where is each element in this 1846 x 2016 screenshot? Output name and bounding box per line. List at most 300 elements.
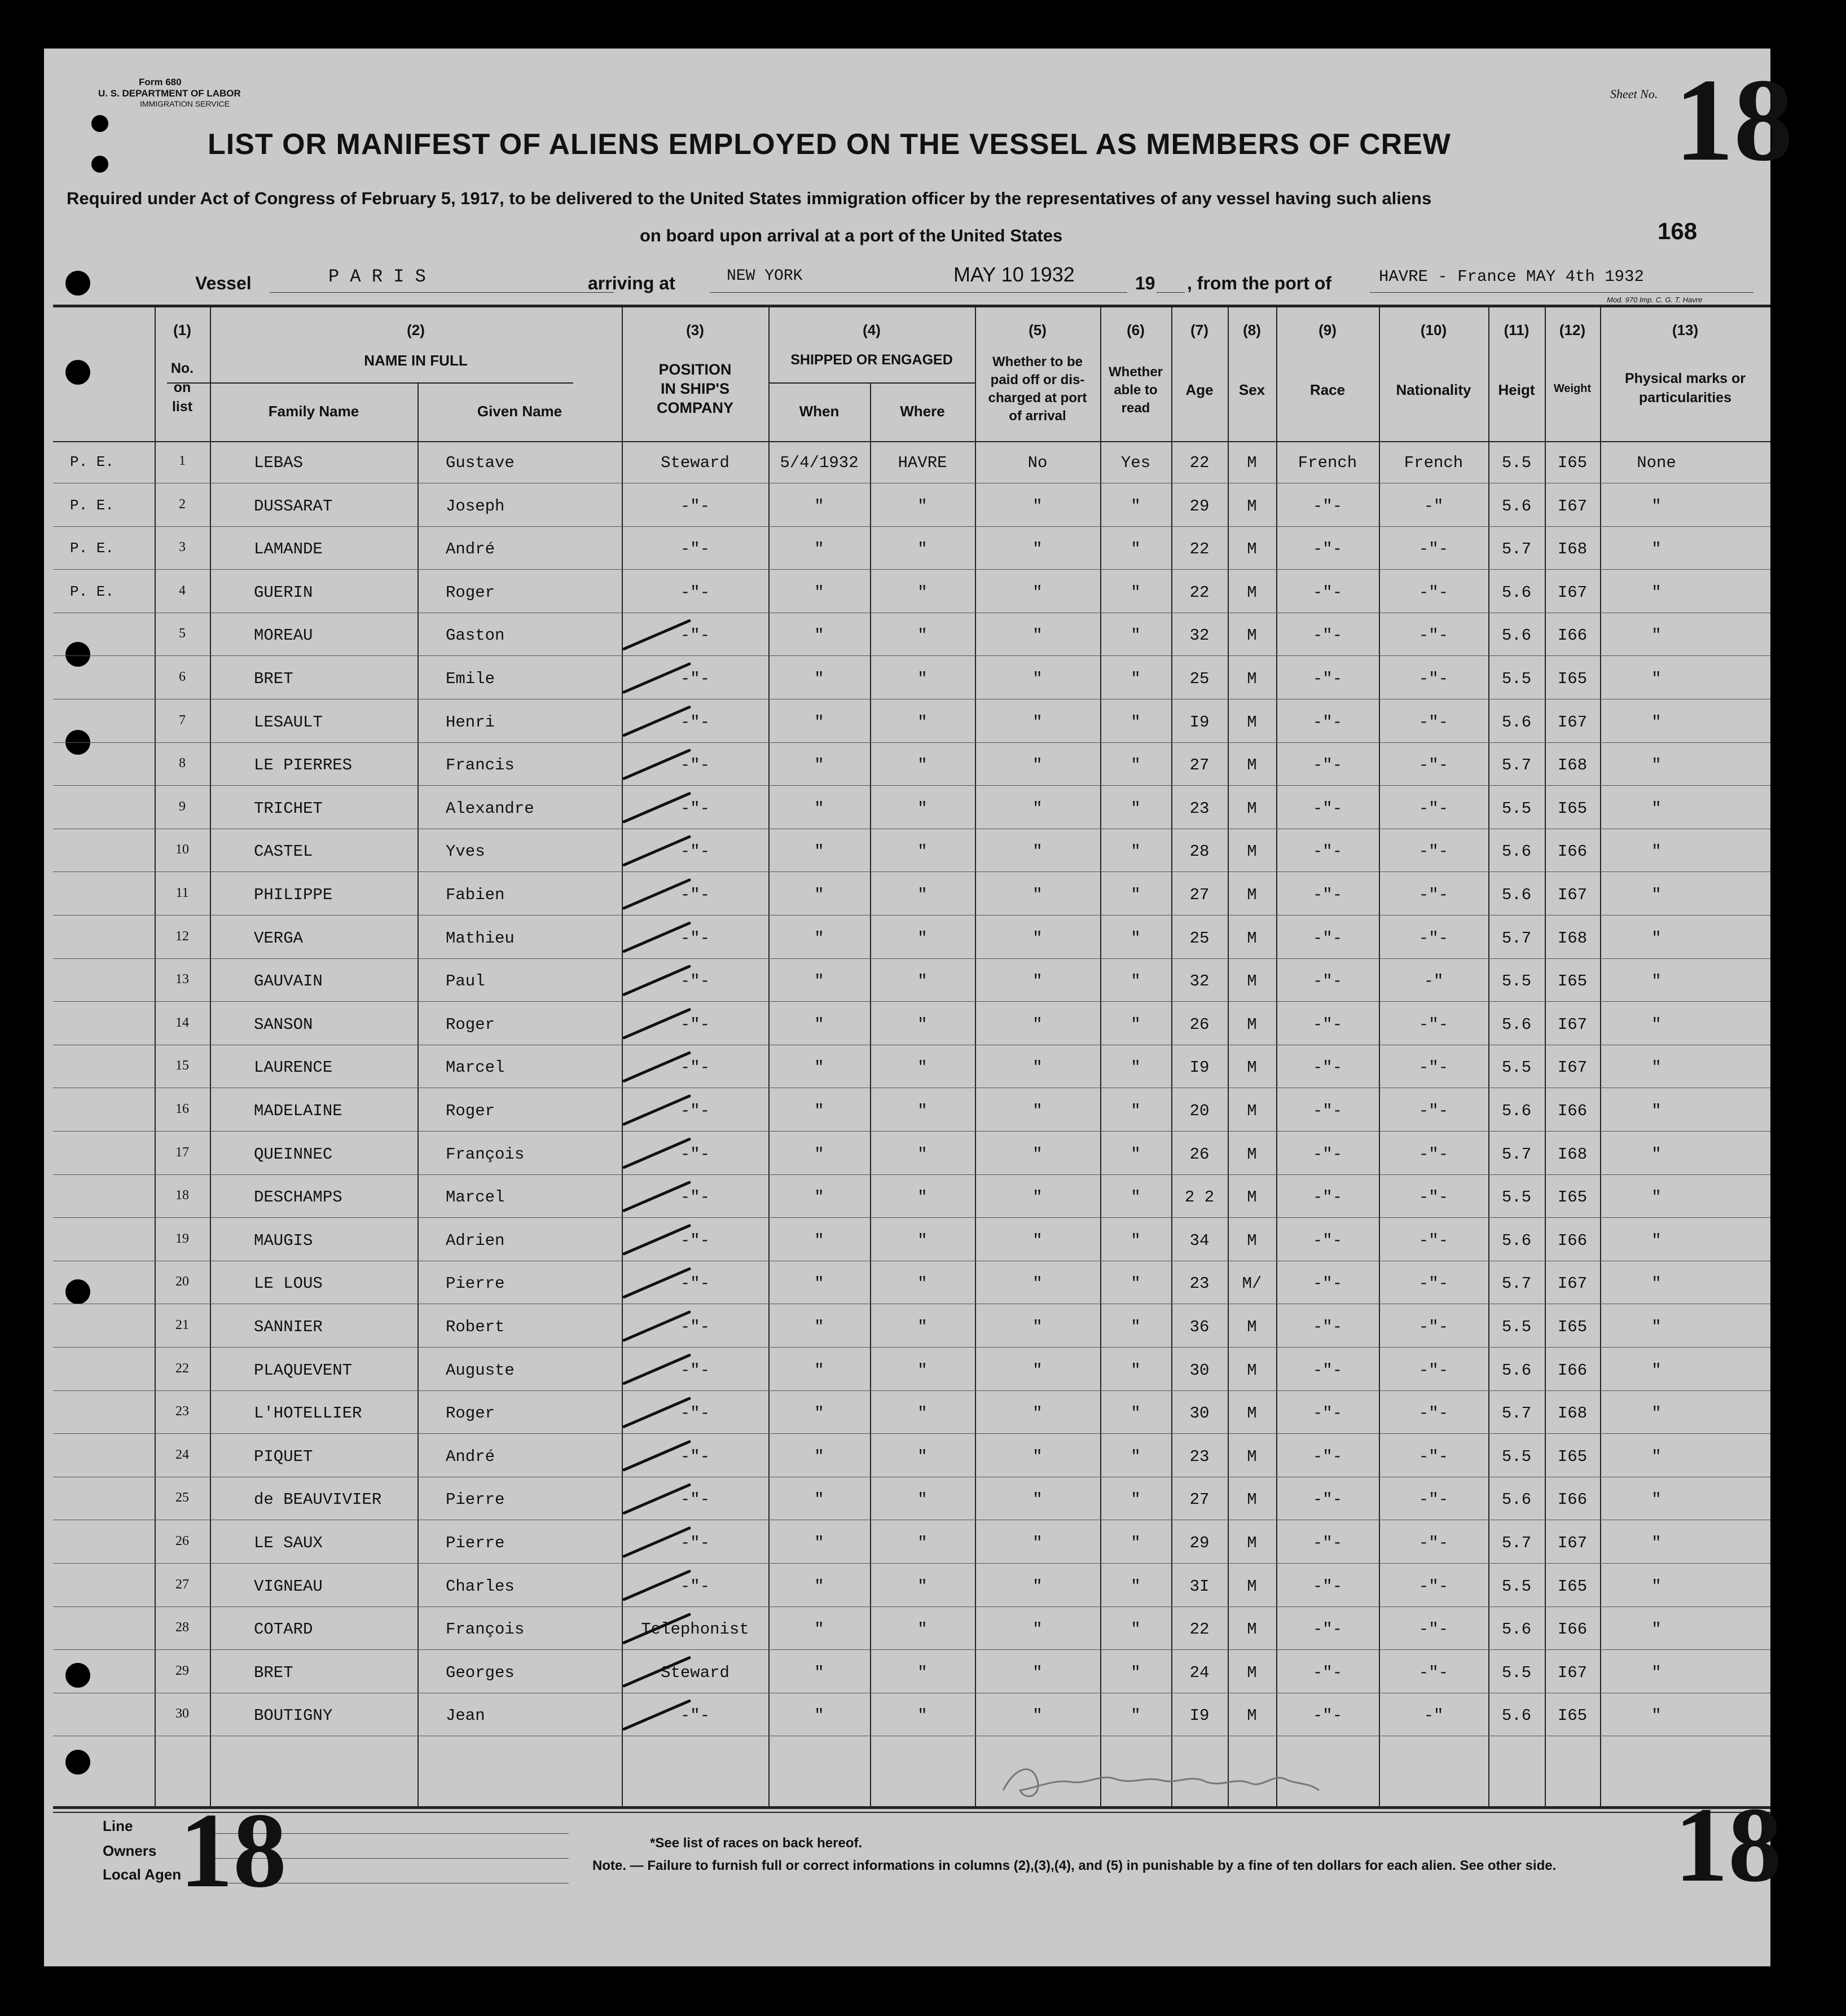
cell-position: -"- [680, 540, 710, 559]
cell-given: Auguste [446, 1361, 515, 1380]
cell-when: " [814, 1058, 824, 1077]
row-rule [53, 526, 1770, 527]
cell-race: -"- [1312, 1188, 1343, 1207]
cell-read: " [1131, 1663, 1141, 1682]
cell-family: BRET [254, 670, 293, 688]
cell-position: -"- [680, 1534, 710, 1552]
check-mark [624, 880, 689, 908]
cell-sex: M [1247, 712, 1257, 732]
cell-race: French [1298, 454, 1357, 472]
cell-read: " [1131, 712, 1141, 732]
cell-sex: M [1247, 799, 1257, 818]
cell-where: " [917, 496, 928, 516]
cell-marks: " [1651, 886, 1662, 904]
cell-sex: M [1247, 583, 1257, 602]
cell-no: 7 [179, 712, 186, 728]
races-note: *See list of races on back hereof. [650, 1835, 863, 1851]
cell-weight: I65 [1557, 1188, 1588, 1207]
cell-height: 5.7 [1501, 1534, 1532, 1552]
cell-where: " [917, 1058, 928, 1077]
cell-read: " [1131, 1145, 1141, 1164]
punch-hole [91, 115, 108, 132]
cell-marks: " [1651, 1663, 1662, 1682]
cell-sex: M [1247, 1404, 1257, 1423]
col8-header: Sex [1238, 381, 1265, 398]
sheet-label: Sheet No. [1610, 87, 1658, 101]
cell-when: " [814, 1015, 824, 1034]
manifest-sheet [44, 49, 1793, 1966]
punch-hole [65, 1279, 90, 1304]
col13-header: Physical marks or particularities [1624, 371, 1746, 406]
punch-hole [65, 1663, 90, 1688]
cell-sex: M [1247, 1620, 1257, 1639]
cell-where: " [917, 1188, 928, 1207]
col11-header: Heigt [1498, 381, 1535, 398]
cell-given: Yves [446, 842, 485, 861]
cell-nationality: -"- [1418, 842, 1449, 861]
cell-weight: I68 [1557, 928, 1588, 948]
cell-height: 5.7 [1501, 756, 1532, 775]
cell-given: Roger [446, 583, 495, 602]
cell-when: " [814, 1404, 824, 1423]
cell-no: 6 [179, 670, 186, 684]
row-rule [53, 958, 1770, 959]
cell-nationality: -" [1423, 972, 1444, 991]
cell-marks: " [1651, 1058, 1662, 1077]
cell-when: " [814, 496, 824, 516]
cell-race: -"- [1312, 799, 1343, 818]
cell-paid: " [1032, 1534, 1043, 1552]
col3-number: (3) [686, 322, 704, 338]
cell-weight: I68 [1557, 540, 1588, 559]
cell-paid: " [1032, 626, 1043, 645]
check-mark [624, 1701, 689, 1729]
cell-read: " [1131, 1318, 1141, 1336]
cell-nationality: -"- [1418, 1145, 1449, 1164]
cell-family: PIQUET [254, 1447, 313, 1466]
cell-read: " [1131, 583, 1141, 602]
cell-age: 24 [1189, 1663, 1210, 1682]
cell-no: 18 [175, 1188, 189, 1203]
cell-weight: I67 [1557, 583, 1588, 602]
cell-where: HAVRE [898, 454, 947, 472]
cell-no: 1 [179, 454, 186, 468]
cell-family: COTARD [254, 1620, 313, 1639]
col5-header: Whether to be paid off or dis- charged at port of arrival [988, 354, 1087, 424]
row-rule [53, 1217, 1770, 1218]
cell-nationality: -"- [1418, 1058, 1449, 1077]
cell-marks: " [1651, 1447, 1662, 1466]
cell-age: 22 [1189, 454, 1210, 472]
cell-weight: I67 [1557, 712, 1588, 732]
cell-paid: " [1032, 1404, 1043, 1423]
cell-family: L'HOTELLIER [254, 1404, 362, 1423]
cell-height: 5.6 [1501, 1361, 1532, 1380]
arrival-date-stamp: MAY 10 1932 [953, 263, 1075, 286]
cell-position: -"- [680, 1447, 710, 1466]
col12-number: (12) [1559, 322, 1586, 338]
check-mark [624, 1010, 689, 1038]
cell-nationality: -"- [1418, 1404, 1449, 1423]
cell-age: 3I [1189, 1577, 1210, 1596]
footer-number-left: 18 [179, 1791, 287, 1910]
cell-height: 5.6 [1501, 1490, 1532, 1509]
cell-position: -"- [680, 1361, 710, 1380]
cell-given: Gaston [446, 626, 505, 645]
cell-race: -"- [1312, 1318, 1343, 1336]
footer-owners-label: Owners [103, 1842, 157, 1859]
punch-hole [65, 360, 90, 385]
cell-age: 23 [1189, 799, 1210, 818]
check-mark [624, 1269, 689, 1297]
cell-given: Joseph [446, 496, 505, 516]
vessel-label: Vessel [195, 273, 252, 293]
row-rule [53, 1606, 1770, 1607]
cell-height: 5.5 [1501, 1577, 1532, 1596]
cell-marks: " [1651, 626, 1662, 645]
cell-race: -"- [1312, 1447, 1343, 1466]
cell-given: Roger [446, 1404, 495, 1423]
cell-marks: " [1651, 1274, 1662, 1293]
cell-given: Paul [446, 972, 485, 991]
cell-read: " [1131, 1231, 1141, 1250]
cell-paid: " [1032, 1231, 1043, 1250]
cell-sex: M [1247, 1015, 1257, 1034]
cell-position: -"- [680, 756, 710, 775]
cell-height: 5.5 [1501, 1318, 1532, 1336]
cell-weight: I65 [1557, 1447, 1588, 1466]
cell-marks: " [1651, 1706, 1662, 1726]
cell-sex: M [1247, 626, 1257, 645]
cell-marks: " [1651, 928, 1662, 948]
cell-race: -"- [1312, 1534, 1343, 1552]
cell-height: 5.6 [1501, 842, 1532, 861]
cell-paid: " [1032, 1015, 1043, 1034]
cell-where: " [917, 540, 928, 559]
cell-no: 14 [175, 1015, 189, 1030]
cell-where: " [917, 1404, 928, 1423]
arriving-at: NEW YORK [727, 267, 803, 285]
cell-when: " [814, 1706, 824, 1726]
cell-no: 13 [175, 972, 189, 987]
cell-race: -"- [1312, 1145, 1343, 1164]
cell-marks: " [1651, 1490, 1662, 1509]
cell-when: " [814, 1361, 824, 1380]
col4-number: (4) [863, 322, 881, 338]
cell-when: " [814, 799, 824, 818]
from-port-label: , from the port of [1187, 273, 1331, 293]
cell-height: 5.6 [1501, 1015, 1532, 1034]
cell-read: " [1131, 1534, 1141, 1552]
col6-number: (6) [1127, 322, 1145, 338]
port-of-departure: HAVRE - France MAY 4th 1932 [1379, 267, 1644, 286]
check-mark [624, 794, 689, 822]
cell-given: Roger [446, 1015, 495, 1034]
col2a-header: Family Name [268, 403, 359, 420]
check-mark [624, 1442, 689, 1470]
cell-position: -"- [680, 1274, 710, 1293]
cell-when: " [814, 712, 824, 732]
cell-given: Henri [446, 712, 495, 732]
cell-marks: " [1651, 1188, 1662, 1207]
cell-position: -"- [680, 1058, 710, 1077]
cell-family: LE SAUX [254, 1534, 323, 1552]
cell-when: " [814, 842, 824, 861]
cell-paid: " [1032, 886, 1043, 904]
cell-given: Roger [446, 1102, 495, 1120]
cell-position: -"- [680, 626, 710, 645]
cell-paid: " [1032, 756, 1043, 775]
cell-height: 5.5 [1501, 972, 1532, 991]
cell-position: Telephonist [641, 1620, 749, 1639]
cell-sex: M [1247, 1706, 1257, 1726]
cell-nationality: -"- [1418, 886, 1449, 904]
cell-no: 9 [179, 799, 186, 814]
cell-height: 5.6 [1501, 583, 1532, 602]
cell-marks: " [1651, 1015, 1662, 1034]
cell-nationality: -"- [1418, 1577, 1449, 1596]
cell-mark: P. E. [69, 496, 114, 514]
cell-given: Marcel [446, 1188, 505, 1207]
cell-nationality: -"- [1418, 1318, 1449, 1336]
cell-paid: " [1032, 583, 1043, 602]
cell-no: 20 [175, 1274, 189, 1289]
cell-sex: M [1247, 842, 1257, 861]
cell-paid: " [1032, 1318, 1043, 1336]
cell-family: BRET [254, 1663, 293, 1682]
col4b-header: Where [900, 403, 945, 420]
cell-read: " [1131, 1577, 1141, 1596]
cell-age: I9 [1189, 1058, 1210, 1077]
cell-marks: " [1651, 1231, 1662, 1250]
cell-family: VERGA [254, 928, 304, 948]
cell-no: 15 [175, 1058, 189, 1073]
cell-nationality: -"- [1418, 1663, 1449, 1682]
cell-height: 5.6 [1501, 886, 1532, 904]
year-prefix: 19 [1135, 273, 1155, 293]
cell-paid: " [1032, 712, 1043, 732]
cell-when: " [814, 670, 824, 688]
cell-where: " [917, 886, 928, 904]
cell-age: 27 [1189, 886, 1210, 904]
col4-header: SHIPPED OR ENGAGED [790, 352, 953, 368]
cell-paid: " [1032, 1577, 1043, 1596]
col11-number: (11) [1504, 322, 1529, 338]
cell-height: 5.7 [1501, 1274, 1532, 1293]
cell-paid: " [1032, 1145, 1043, 1164]
cell-nationality: French [1404, 454, 1463, 472]
cell-weight: I65 [1557, 1577, 1588, 1596]
cell-when: " [814, 928, 824, 948]
cell-when: " [814, 1274, 824, 1293]
cell-height: 5.6 [1501, 1231, 1532, 1250]
cell-race: -"- [1312, 756, 1343, 775]
cell-read: " [1131, 886, 1141, 904]
cell-race: -"- [1312, 1102, 1343, 1120]
cell-age: 30 [1189, 1404, 1210, 1423]
cell-weight: I65 [1557, 1318, 1588, 1336]
cell-where: " [917, 712, 928, 732]
cell-race: -"- [1312, 1361, 1343, 1380]
cell-read: " [1131, 1102, 1141, 1120]
cell-when: " [814, 1577, 824, 1596]
cell-weight: I68 [1557, 756, 1588, 775]
cell-nationality: -" [1423, 496, 1444, 516]
cell-read: " [1131, 1361, 1141, 1380]
cell-family: VIGNEAU [254, 1577, 323, 1596]
cell-paid: " [1032, 1447, 1043, 1466]
cell-no: 23 [175, 1404, 189, 1419]
cell-weight: I65 [1557, 972, 1588, 991]
cell-height: 5.7 [1501, 1145, 1532, 1164]
cell-sex: M [1247, 670, 1257, 688]
col2-header: NAME IN FULL [364, 352, 468, 369]
cell-read: " [1131, 540, 1141, 559]
cell-no: 3 [179, 540, 186, 555]
cell-nationality: -" [1423, 1706, 1444, 1726]
cell-paid: " [1032, 972, 1043, 991]
cell-paid: " [1032, 1058, 1043, 1077]
row-rule [53, 1347, 1770, 1348]
col2b-header: Given Name [477, 403, 562, 420]
cell-family: LE LOUS [254, 1274, 323, 1293]
cell-weight: I67 [1557, 1663, 1588, 1682]
cell-age: 34 [1189, 1231, 1210, 1250]
cell-read: " [1131, 1620, 1141, 1639]
row-rule [53, 1433, 1770, 1434]
punch-hole [65, 642, 90, 667]
cell-paid: " [1032, 928, 1043, 948]
cell-no: 22 [175, 1361, 189, 1376]
cell-position: -"- [680, 972, 710, 991]
cell-family: LESAULT [254, 712, 323, 732]
cell-sex: M [1247, 886, 1257, 904]
check-mark [624, 1226, 689, 1254]
cell-read: " [1131, 1058, 1141, 1077]
cell-position: -"- [680, 1706, 710, 1726]
cell-given: Pierre [446, 1534, 505, 1552]
cell-nationality: -"- [1418, 756, 1449, 775]
cell-read: " [1131, 496, 1141, 516]
cell-age: 32 [1189, 626, 1210, 645]
row-rule [53, 1001, 1770, 1002]
cell-race: -"- [1312, 583, 1343, 602]
row-rule [53, 871, 1770, 872]
cell-height: 5.5 [1501, 1447, 1532, 1466]
department: U. S. DEPARTMENT OF LABOR [98, 88, 241, 99]
cell-read: " [1131, 626, 1141, 645]
check-mark [624, 966, 689, 994]
cell-where: " [917, 1490, 928, 1509]
cell-nationality: -"- [1418, 928, 1449, 948]
cell-height: 5.6 [1501, 712, 1532, 732]
cell-no: 21 [175, 1318, 189, 1332]
cell-read: " [1131, 1274, 1141, 1293]
cell-paid: " [1032, 1188, 1043, 1207]
cell-given: Pierre [446, 1490, 505, 1509]
cell-age: 20 [1189, 1102, 1210, 1120]
cell-when: " [814, 1188, 824, 1207]
cell-nationality: -"- [1418, 1447, 1449, 1466]
cell-where: " [917, 1274, 928, 1293]
row-rule [53, 569, 1770, 570]
check-mark [624, 923, 689, 952]
cell-sex: M [1247, 1188, 1257, 1207]
cell-paid: " [1032, 1102, 1043, 1120]
cell-when: " [814, 1620, 824, 1639]
cell-nationality: -"- [1418, 1015, 1449, 1034]
cell-race: -"- [1312, 1058, 1343, 1077]
cell-marks: " [1651, 972, 1662, 991]
cell-marks: " [1651, 583, 1662, 602]
cell-marks: None [1637, 454, 1676, 472]
cell-weight: I65 [1557, 1706, 1588, 1726]
cell-mark: P. E. [69, 454, 114, 470]
cell-family: MADELAINE [254, 1102, 342, 1120]
cell-race: -"- [1312, 1231, 1343, 1250]
cell-height: 5.5 [1501, 1188, 1532, 1207]
cell-no: 4 [179, 583, 186, 598]
cell-height: 5.5 [1501, 454, 1532, 472]
cell-where: " [917, 972, 928, 991]
cell-weight: I67 [1557, 886, 1588, 904]
cell-no: 10 [175, 842, 189, 857]
col5-number: (5) [1029, 322, 1047, 338]
cell-given: Fabien [446, 886, 505, 904]
check-mark [624, 1614, 689, 1643]
cell-nationality: -"- [1418, 1361, 1449, 1380]
cell-race: -"- [1312, 1015, 1343, 1034]
cell-height: 5.6 [1501, 1706, 1532, 1726]
col10-header: Nationality [1396, 381, 1471, 398]
cell-age: 25 [1189, 670, 1210, 688]
cell-marks: " [1651, 670, 1662, 688]
cell-marks: " [1651, 756, 1662, 775]
cell-where: " [917, 1447, 928, 1466]
cell-when: " [814, 583, 824, 602]
cell-marks: " [1651, 1145, 1662, 1164]
cell-where: " [917, 1706, 928, 1726]
cell-sex: M [1247, 1577, 1257, 1596]
cell-marks: " [1651, 540, 1662, 559]
cell-position: -"- [680, 1188, 710, 1207]
cell-no: 8 [179, 756, 186, 771]
cell-marks: " [1651, 1534, 1662, 1552]
cell-race: -"- [1312, 1663, 1343, 1682]
cell-nationality: -"- [1418, 1620, 1449, 1639]
cell-nationality: -"- [1418, 1102, 1449, 1120]
cell-weight: I67 [1557, 1058, 1588, 1077]
col1-header: No. on list [170, 360, 194, 415]
cell-read: " [1131, 1490, 1141, 1509]
cell-where: " [917, 799, 928, 818]
cell-age: 22 [1189, 540, 1210, 559]
cell-no: 11 [175, 886, 189, 900]
cell-paid: " [1032, 1490, 1043, 1509]
cell-sex: M [1247, 972, 1257, 991]
cell-marks: " [1651, 1577, 1662, 1596]
cell-position: -"- [680, 1102, 710, 1120]
cell-race: -"- [1312, 496, 1343, 516]
cell-no: 5 [179, 626, 186, 641]
col6-header: Whether able to read [1109, 364, 1163, 416]
check-mark [624, 1096, 689, 1124]
cell-race: -"- [1312, 1706, 1343, 1726]
cell-position: -"- [680, 1318, 710, 1336]
cell-weight: I67 [1557, 1274, 1588, 1293]
cell-age: I9 [1189, 1706, 1210, 1726]
cell-position: -"- [680, 886, 710, 904]
